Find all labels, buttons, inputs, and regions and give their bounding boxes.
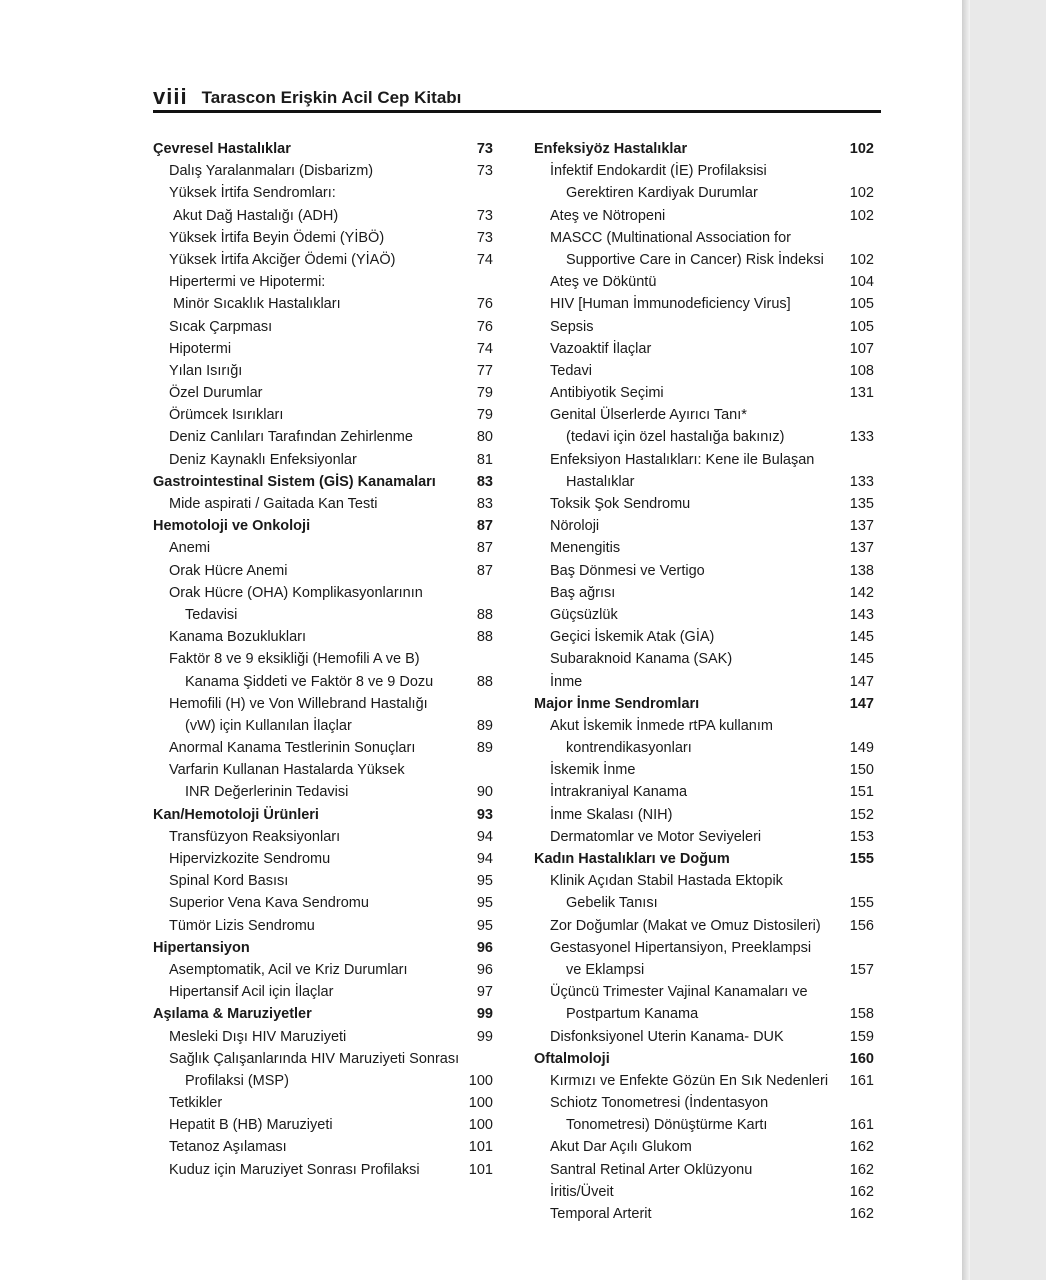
toc-entry [534, 560, 874, 582]
toc-entry-title: Menengitis [550, 540, 621, 557]
toc-entry-page: 102 [849, 251, 874, 268]
toc-entry-title: Dalış Yaralanmaları (Disbarizm) [169, 163, 374, 180]
toc-entry-page: 88 [476, 606, 493, 623]
toc-entry-title: İnme Skalası (NIH) [550, 806, 673, 823]
toc-entry-title: Orak Hücre Anemi [169, 562, 288, 579]
toc-entry-title: Asemptomatik, Acil ve Kriz Durumları [169, 961, 408, 978]
toc-entry [153, 338, 493, 360]
toc-entry-title: Tonometresi) Dönüştürme Kartı [566, 1117, 768, 1134]
toc-entry [534, 1092, 874, 1114]
toc-entry-title: Nöroloji [550, 518, 600, 535]
toc-entry [153, 404, 493, 426]
toc-entry-page: 102 [849, 185, 874, 202]
toc-entry-title: Üçüncü Trimester Vajinal Kanamaları ve [550, 984, 808, 1001]
toc-entry-title: Major İnme Sendromları [534, 695, 700, 712]
toc-entry-page: 161 [849, 1117, 874, 1134]
toc-entry [534, 604, 874, 626]
toc-entry-page: 161 [849, 1072, 874, 1089]
toc-entry [534, 271, 874, 293]
toc-entry-page: 149 [849, 740, 874, 757]
toc-section-heading [153, 471, 493, 493]
toc-entry-title: Santral Retinal Arter Oklüzyonu [550, 1161, 753, 1178]
toc-entry [534, 959, 874, 981]
toc-entry-title: Sıcak Çarpması [169, 318, 273, 335]
toc-entry [534, 582, 874, 604]
toc-entry-title: Akut İskemik İnmede rtPA kullanım [550, 717, 773, 734]
toc-entry [534, 404, 874, 426]
toc-entry-page: 88 [476, 673, 493, 690]
toc-entry-page: 76 [476, 296, 493, 313]
toc-entry-title: Ateş ve Nötropeni [550, 207, 666, 224]
toc-entry-title: Yılan Isırığı [169, 362, 243, 379]
toc-entry-page: 155 [849, 851, 874, 867]
toc-entry-page: 131 [849, 385, 874, 402]
toc-entry [534, 293, 874, 315]
toc-entry [153, 1114, 493, 1136]
toc-entry-page: 156 [849, 917, 874, 934]
toc-entry [534, 1181, 874, 1203]
toc-entry-title: Gerektiren Kardiyak Durumlar [566, 185, 758, 202]
toc-entry-title: Gebelik Tanısı [566, 895, 658, 912]
toc-entry [534, 205, 874, 227]
toc-entry [153, 781, 493, 803]
toc-entry-title: Tümör Lizis Sendromu [169, 917, 315, 934]
toc-entry-title: Hemofili (H) ve Von Willebrand Hastalığı [169, 695, 428, 712]
toc-entry-title: Gestasyonel Hipertansiyon, Preeklampsi [550, 939, 812, 956]
toc-entry-page: 107 [849, 340, 874, 357]
toc-entry [534, 781, 874, 803]
toc-section-heading [153, 804, 493, 826]
toc-entry-title: Enfeksiyöz Hastalıklar [534, 141, 688, 157]
toc-entry-title: Antibiyotik Seçimi [550, 385, 664, 402]
toc-entry-page: 79 [476, 407, 493, 424]
toc-entry-page: 147 [849, 695, 874, 712]
toc-entry-title: Kırmızı ve Enfekte Gözün En Sık Nedenleri [550, 1072, 829, 1089]
toc-entry-title: Disfonksiyonel Uterin Kanama- DUK [550, 1028, 784, 1045]
toc-entry-title: Tedavisi [185, 606, 238, 623]
toc-entry [534, 1114, 874, 1136]
toc-entry [534, 249, 874, 271]
toc-entry-title: Hepatit B (HB) Maruziyeti [169, 1117, 333, 1134]
toc-section-heading [534, 693, 874, 715]
toc-entry [534, 1003, 874, 1025]
toc-entry-title: Hastalıklar [566, 473, 635, 490]
toc-entry [534, 737, 874, 759]
toc-entry-title: Tedavi [550, 362, 592, 379]
toc-entry [534, 981, 874, 1003]
toc-entry-title: Çevresel Hastalıklar [153, 141, 291, 157]
toc-entry-page: 81 [476, 451, 493, 468]
toc-entry [534, 1159, 874, 1181]
toc-entry-title: Hipervizkozite Sendromu [169, 851, 331, 867]
toc-entry [534, 626, 874, 648]
page-edge-shadow [962, 0, 970, 1280]
toc-entry-title: Hemotoloji ve Onkoloji [153, 518, 311, 535]
header-rule [153, 110, 881, 113]
toc-entry-page: 73 [476, 163, 493, 180]
toc-entry-title: Orak Hücre (OHA) Komplikasyonlarının [169, 584, 423, 601]
toc-entry [534, 360, 874, 382]
toc-entry-page: 105 [849, 296, 874, 313]
toc-entry [153, 1136, 493, 1158]
toc-entry-page: 94 [476, 851, 493, 867]
toc-entry-title: Kanama Bozuklukları [169, 629, 307, 646]
toc-entry [534, 227, 874, 249]
toc-entry-title: Yüksek İrtifa Sendromları: [169, 185, 336, 202]
toc-entry [153, 892, 493, 914]
toc-entry [534, 160, 874, 182]
toc-entry [534, 804, 874, 826]
toc-entry-page: 100 [468, 1095, 493, 1112]
toc-entry [534, 715, 874, 737]
toc-entry-page: 102 [849, 141, 874, 157]
toc-entry [534, 648, 874, 670]
toc-entry [153, 449, 493, 471]
toc-entry-page: 153 [849, 828, 874, 845]
toc-entry-page: 108 [849, 362, 874, 379]
toc-entry-page: 87 [476, 518, 493, 535]
toc-entry [153, 981, 493, 1003]
toc-entry-title: Özel Durumlar [169, 385, 263, 402]
toc-entry-title: INR Değerlerinin Tedavisi [185, 784, 349, 801]
toc-entry-page: 157 [849, 961, 874, 978]
toc-entry [153, 316, 493, 338]
toc-entry-page: 95 [476, 873, 493, 890]
toc-entry-page: 79 [476, 385, 493, 402]
toc-entry [153, 293, 493, 315]
toc-entry-page: 104 [849, 274, 874, 291]
toc-section-heading [534, 848, 874, 870]
toc-entry-title: Deniz Kaynaklı Enfeksiyonlar [169, 451, 357, 468]
toc-entry [534, 937, 874, 959]
toc-entry-title: HIV [Human İmmunodeficiency Virus] [550, 296, 791, 313]
toc-entry-title: Spinal Kord Basısı [169, 873, 289, 890]
toc-section-heading [153, 138, 493, 160]
toc-entry-title: Güçsüzlük [550, 606, 618, 623]
toc-entry-title: Akut Dağ Hastalığı (ADH) [173, 207, 339, 224]
toc-entry [534, 426, 874, 448]
toc-entry-title: kontrendikasyonları [566, 740, 692, 757]
toc-entry-title: Faktör 8 ve 9 eksikliği (Hemofili A ve B) [169, 651, 420, 668]
toc-entry [153, 493, 493, 515]
toc-column-right [534, 138, 874, 1225]
toc-entry-page: 100 [468, 1117, 493, 1134]
toc-entry-page: 73 [476, 141, 493, 157]
toc-section-heading [153, 1003, 493, 1025]
toc-entry-title: İntrakraniyal Kanama [550, 784, 688, 801]
toc-entry-title: Akut Dar Açılı Glukom [550, 1139, 692, 1156]
toc-entry-page: 93 [476, 806, 493, 823]
toc-entry-title: Hipertansiyon [153, 939, 250, 956]
toc-entry [153, 759, 493, 781]
toc-entry-title: Varfarin Kullanan Hastalarda Yüksek [169, 762, 405, 779]
toc-entry-page: 99 [476, 1028, 493, 1045]
toc-entry [153, 227, 493, 249]
toc-entry-title: Anormal Kanama Testlerinin Sonuçları [169, 740, 416, 757]
toc-entry-page: 83 [476, 496, 493, 512]
toc-entry-page: 133 [849, 429, 874, 446]
toc-entry-title: Profilaksi (MSP) [185, 1072, 289, 1089]
toc-entry [153, 360, 493, 382]
toc-section-heading [534, 1048, 874, 1070]
toc-entry-page: 97 [476, 984, 493, 1001]
toc-entry-page: 162 [849, 1139, 874, 1156]
toc-entry [153, 626, 493, 648]
toc-entry-title: Örümcek Isırıkları [169, 407, 284, 424]
toc-entry-page: 95 [476, 917, 493, 934]
toc-entry [153, 870, 493, 892]
toc-entry [153, 249, 493, 271]
toc-entry-title: Aşılama & Maruziyetler [153, 1006, 312, 1023]
toc-entry-title: Yüksek İrtifa Akciğer Ödemi (YİAÖ) [169, 251, 396, 268]
toc-entry-page: 96 [476, 961, 493, 978]
toc-entry-page: 162 [849, 1206, 874, 1222]
toc-entry-title: Genital Ülserlerde Ayırıcı Tanı* [550, 407, 747, 424]
toc-entry-title: Baş Dönmesi ve Vertigo [550, 562, 705, 579]
toc-entry-page: 83 [476, 473, 493, 490]
toc-entry-title: Postpartum Kanama [566, 1006, 699, 1023]
toc-entry-title: Supportive Care in Cancer) Risk İndeksi [566, 251, 824, 268]
toc-entry-page: 147 [849, 673, 874, 690]
toc-entry-page: 77 [476, 362, 493, 379]
toc-entry [153, 848, 493, 870]
toc-entry-page: 90 [476, 784, 493, 801]
toc-entry [153, 426, 493, 448]
toc-entry-page: 160 [849, 1050, 874, 1067]
toc-entry [153, 826, 493, 848]
toc-entry-page: 89 [476, 717, 493, 734]
toc-entry-page: 143 [849, 606, 874, 623]
toc-entry-page: 89 [476, 740, 493, 757]
toc-entry [153, 382, 493, 404]
toc-entry-title: Anemi [169, 540, 211, 557]
toc-entry-title: Enfeksiyon Hastalıkları: Kene ile Bulaşan [550, 451, 815, 468]
toc-entry-page: 96 [476, 939, 493, 956]
toc-entry-title: Superior Vena Kava Sendromu [169, 895, 369, 912]
toc-entry-page: 150 [849, 762, 874, 779]
toc-entry-title: Mesleki Dışı HIV Maruziyeti [169, 1028, 347, 1045]
toc-entry-title: Mide aspirati / Gaitada Kan Testi [169, 496, 378, 512]
toc-entry-page: 100 [468, 1072, 493, 1089]
toc-entry-title: Baş ağrısı [550, 584, 616, 601]
toc-entry-page: 159 [849, 1028, 874, 1045]
toc-entry [534, 870, 874, 892]
toc-entry [153, 271, 493, 293]
toc-entry-title: İritis/Üveit [550, 1183, 614, 1200]
toc-entry [153, 182, 493, 204]
toc-entry [153, 1159, 493, 1181]
toc-entry-title: Ateş ve Döküntü [550, 274, 657, 291]
toc-entry-page: 137 [849, 518, 874, 535]
toc-entry-title: Toksik Şok Sendromu [550, 496, 691, 512]
toc-entry-title: Subaraknoid Kanama (SAK) [550, 651, 733, 668]
toc-entry [153, 560, 493, 582]
toc-entry-page: 87 [476, 540, 493, 557]
toc-entry-title: Yüksek İrtifa Beyin Ödemi (YİBÖ) [169, 229, 385, 246]
toc-entry-page: 142 [849, 584, 874, 601]
toc-entry-title: Kuduz için Maruziyet Sonrası Profilaksi [169, 1161, 420, 1178]
toc-entry-page: 74 [476, 340, 493, 357]
toc-entry [534, 382, 874, 404]
toc-entry [534, 759, 874, 781]
toc-entry-title: Temporal Arterit [550, 1206, 652, 1222]
toc-entry-page: 145 [849, 629, 874, 646]
toc-entry [534, 1026, 874, 1048]
toc-entry-title: MASCC (Multinational Association for [550, 229, 791, 246]
toc-entry-title: Tetkikler [169, 1095, 223, 1112]
toc-entry [153, 715, 493, 737]
toc-entry-title: Sağlık Çalışanlarında HIV Maruziyeti Sonrası [169, 1050, 460, 1067]
toc-entry-title: Zor Doğumlar (Makat ve Omuz Distosileri) [550, 917, 821, 934]
toc-entry-page: 95 [476, 895, 493, 912]
toc-entry [153, 604, 493, 626]
toc-entry-page: 73 [476, 207, 493, 224]
toc-entry [153, 915, 493, 937]
toc-entry [153, 1070, 493, 1092]
toc-entry [534, 671, 874, 693]
toc-entry-title: Hipertansif Acil için İlaçlar [169, 984, 334, 1001]
toc-entry [534, 182, 874, 204]
toc-entry-page: 135 [849, 496, 874, 512]
toc-entry [153, 205, 493, 227]
toc-entry [534, 449, 874, 471]
toc-entry-title: Deniz Canlıları Tarafından Zehirlenme [169, 429, 413, 446]
toc-entry-page: 155 [849, 895, 874, 912]
toc-entry-page: 101 [468, 1139, 493, 1156]
toc-entry [153, 959, 493, 981]
toc-entry [534, 493, 874, 515]
page-header [153, 78, 881, 108]
toc-entry [534, 1136, 874, 1158]
toc-entry-title: Gastrointestinal Sistem (GİS) Kanamaları [153, 473, 436, 490]
toc-entry-page: 133 [849, 473, 874, 490]
page-number: viii [153, 84, 188, 109]
toc-entry-page: 152 [849, 806, 874, 823]
toc-entry-page: 137 [849, 540, 874, 557]
toc-entry [153, 1026, 493, 1048]
toc-entry-title: Kanama Şiddeti ve Faktör 8 ve 9 Dozu [185, 673, 434, 690]
toc-entry [153, 537, 493, 559]
toc-entry-title: Vazoaktif İlaçlar [550, 340, 652, 357]
toc-entry-page: 138 [849, 562, 874, 579]
toc-entry [153, 1048, 493, 1070]
toc-entry-page: 73 [476, 229, 493, 246]
toc-entry-page: 88 [476, 629, 493, 646]
toc-entry [534, 338, 874, 360]
toc-entry-page: 145 [849, 651, 874, 668]
toc-entry-title: Minör Sıcaklık Hastalıkları [173, 296, 341, 313]
toc-entry-title: ve Eklampsi [566, 961, 645, 978]
toc-entry [153, 693, 493, 715]
toc-entry [534, 515, 874, 537]
toc-entry [153, 1092, 493, 1114]
toc-entry-title: Kan/Hemotoloji Ürünleri [153, 806, 319, 823]
toc-section-heading [153, 937, 493, 959]
toc-entry-page: 99 [476, 1006, 493, 1023]
toc-entry-title: Sepsis [550, 318, 594, 335]
toc-entry-title: (vW) için Kullanılan İlaçlar [185, 717, 352, 734]
toc-entry-page: 105 [849, 318, 874, 335]
toc-entry-page: 80 [476, 429, 493, 446]
toc-column-left [153, 138, 493, 1181]
toc-entry [534, 1070, 874, 1092]
toc-entry [534, 892, 874, 914]
toc-entry [153, 648, 493, 670]
toc-entry-title: Schiotz Tonometresi (İndentasyon [550, 1095, 769, 1112]
toc-entry-page: 87 [476, 562, 493, 579]
toc-entry-page: 162 [849, 1161, 874, 1178]
toc-entry [534, 316, 874, 338]
toc-entry-page: 102 [849, 207, 874, 224]
toc-entry-page: 94 [476, 828, 493, 845]
toc-entry-title: Hipotermi [169, 340, 232, 357]
book-title: Tarascon Erişkin Acil Cep Kitabı [201, 88, 462, 107]
toc-entry-title: Tetanoz Aşılaması [169, 1139, 287, 1156]
toc-entry-page: 162 [849, 1183, 874, 1200]
toc-entry [534, 537, 874, 559]
toc-entry [153, 737, 493, 759]
toc-entry-title: İskemik İnme [550, 762, 636, 779]
toc-entry-title: (tedavi için özel hastalığa bakınız) [566, 429, 785, 446]
toc-entry-title: Hipertermi ve Hipotermi: [169, 274, 326, 291]
toc-entry [153, 160, 493, 182]
toc-entry-title: Klinik Açıdan Stabil Hastada Ektopik [550, 873, 783, 890]
toc-section-heading [534, 138, 874, 160]
toc-entry-page: 74 [476, 251, 493, 268]
toc-entry-page: 158 [849, 1006, 874, 1023]
toc-entry [534, 1203, 874, 1225]
toc-entry-title: Geçici İskemik Atak (GİA) [550, 629, 715, 646]
toc-entry [534, 915, 874, 937]
toc-entry [153, 671, 493, 693]
toc-entry-title: Dermatomlar ve Motor Seviyeleri [550, 828, 762, 845]
toc-entry [534, 471, 874, 493]
toc-entry-page: 101 [468, 1161, 493, 1178]
toc-entry-page: 151 [849, 784, 874, 801]
toc-entry [153, 582, 493, 604]
toc-entry-title: Kadın Hastalıkları ve Doğum [534, 851, 730, 867]
toc-entry-page: 76 [476, 318, 493, 335]
toc-entry-title: İnfektif Endokardit (İE) Profilaksisi [550, 163, 767, 180]
toc-entry-title: Transfüzyon Reaksiyonları [169, 828, 341, 845]
toc-section-heading [153, 515, 493, 537]
toc-entry [534, 826, 874, 848]
toc-entry-title: Oftalmoloji [534, 1050, 610, 1067]
toc-entry-title: İnme [550, 673, 583, 690]
